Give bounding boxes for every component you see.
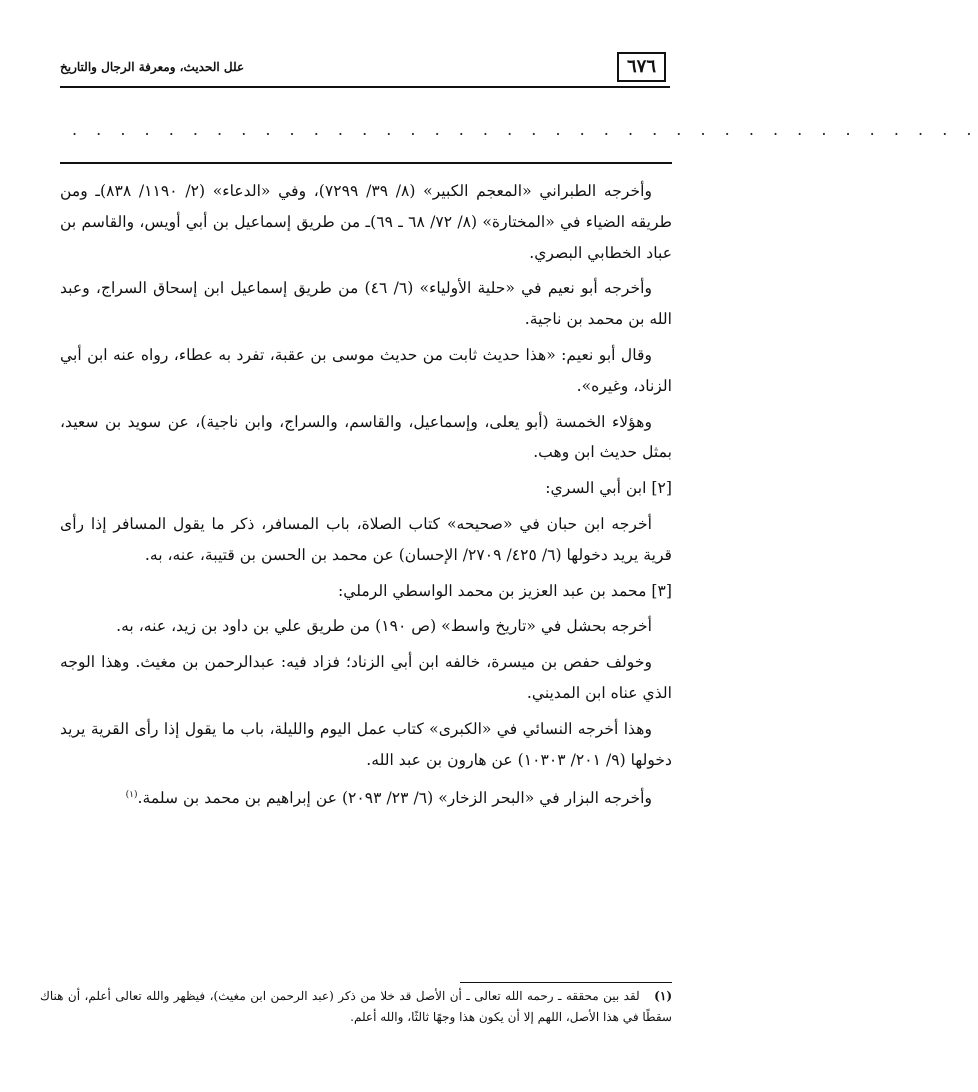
- paragraph-2: وأخرجه أبو نعيم في «حلية الأولياء» (٦/ ٤٦) من طريق إسماعيل ابن إسحاق السراج، وعبد الله بن محمد بن ناجية.: [60, 279, 672, 329]
- paragraph-4: وهؤلاء الخمسة (أبو يعلى، وإسماعيل، والقاسم، والسراج، وابن ناجية)، عن سويد بن سعيد، بمثل حديث ابن وهب.: [60, 412, 672, 462]
- paragraph-7: وخولف حفص بن ميسرة، خالفه ابن أبي الزناد؛ فزاد فيه: عبدالرحمن بن مغيث. وهذا الوجه الذي عناه ابن المديني.: [60, 653, 672, 702]
- paragraph-3: وقال أبو نعيم: «هذا حديث ثابت من حديث موسى بن عقبة، تفرد به عطاء، رواه عنه ابن أبي الزناد، وغيره».: [60, 345, 672, 395]
- footnote: [40, 986, 672, 1028]
- footnote-text: لقد بين محققه ـ رحمه الله تعالى ـ أن الأصل قد خلا من ذكر (عبد الرحمن ابن مغيث)، فيظهر والله تعالى أعلم، أن هناك سقطًا في هذا الأصل، اللهم إلا أن يكون هذا وجهًا ثالثًا، والله أعلم.: [40, 989, 672, 1024]
- page-number: ٦٧٦: [617, 52, 666, 82]
- paragraph-6: أخرجه بحشل في «تاريخ واسط» (ص ١٩٠) من طريق علي بن داود بن زيد، عنه، به.: [116, 617, 652, 636]
- page-header: [60, 50, 670, 88]
- running-title: علل الحديث، ومعرفة الرجال والتاريخ: [60, 60, 245, 74]
- subheading-3: [٣] محمد بن عبد العزيز بن محمد الواسطي الرملي:: [337, 581, 672, 600]
- dotted-separator: . . . . . . . . . . . . . . . . . . . . . . . . . . . . . . . . . . . . . .: [72, 120, 978, 139]
- paragraph-8: وهذا أخرجه النسائي في «الكبرى» كتاب عمل اليوم والليلة، باب ما يقول إذا رأى القرية يريد دخولها (٩/ ٢٠١/ ١٠٣٠٣) عن هارون بن عبد الله.: [60, 719, 672, 769]
- footnote-reference[interactable]: (١): [125, 790, 138, 801]
- footnote-marker: (١): [654, 989, 672, 1003]
- paragraph-1: وأخرجه الطبراني «المعجم الكبير» (٨/ ٣٩/ ٧٢٩٩)، وفي «الدعاء» (٢/ ١١٩٠/ ٨٣٨)ـ ومن طريقه الضياء في «المختارة» (٨/ ٧٢/ ٦٨ ـ ٦٩)ـ من طريق إسماعيل بن أبي أويس، والقاسم بن عباد الخطابي البصري.: [60, 182, 672, 262]
- main-text: [60, 176, 672, 819]
- paragraph-9-text: وأخرجه البزار في «البحر الزخار» (٦/ ٢٣/ ٢٠٩٣) عن إبراهيم بن محمد بن سلمة.: [137, 789, 652, 808]
- paragraph-5: أخرجه ابن حبان في «صحيحه» كتاب الصلاة، باب المسافر، ذكر ما يقول المسافر إذا رأى قرية يريد دخولها (٦/ ٤٢٥/ ٢٧٠٩/ الإحسان) عن محمد بن الحسن بن قتيبة، عنه، به.: [60, 514, 672, 564]
- section-rule: [60, 162, 672, 164]
- paragraph-9: [60, 780, 672, 814]
- footnote-rule: [460, 982, 672, 983]
- subheading-2: [٢] ابن أبي السري:: [545, 479, 672, 498]
